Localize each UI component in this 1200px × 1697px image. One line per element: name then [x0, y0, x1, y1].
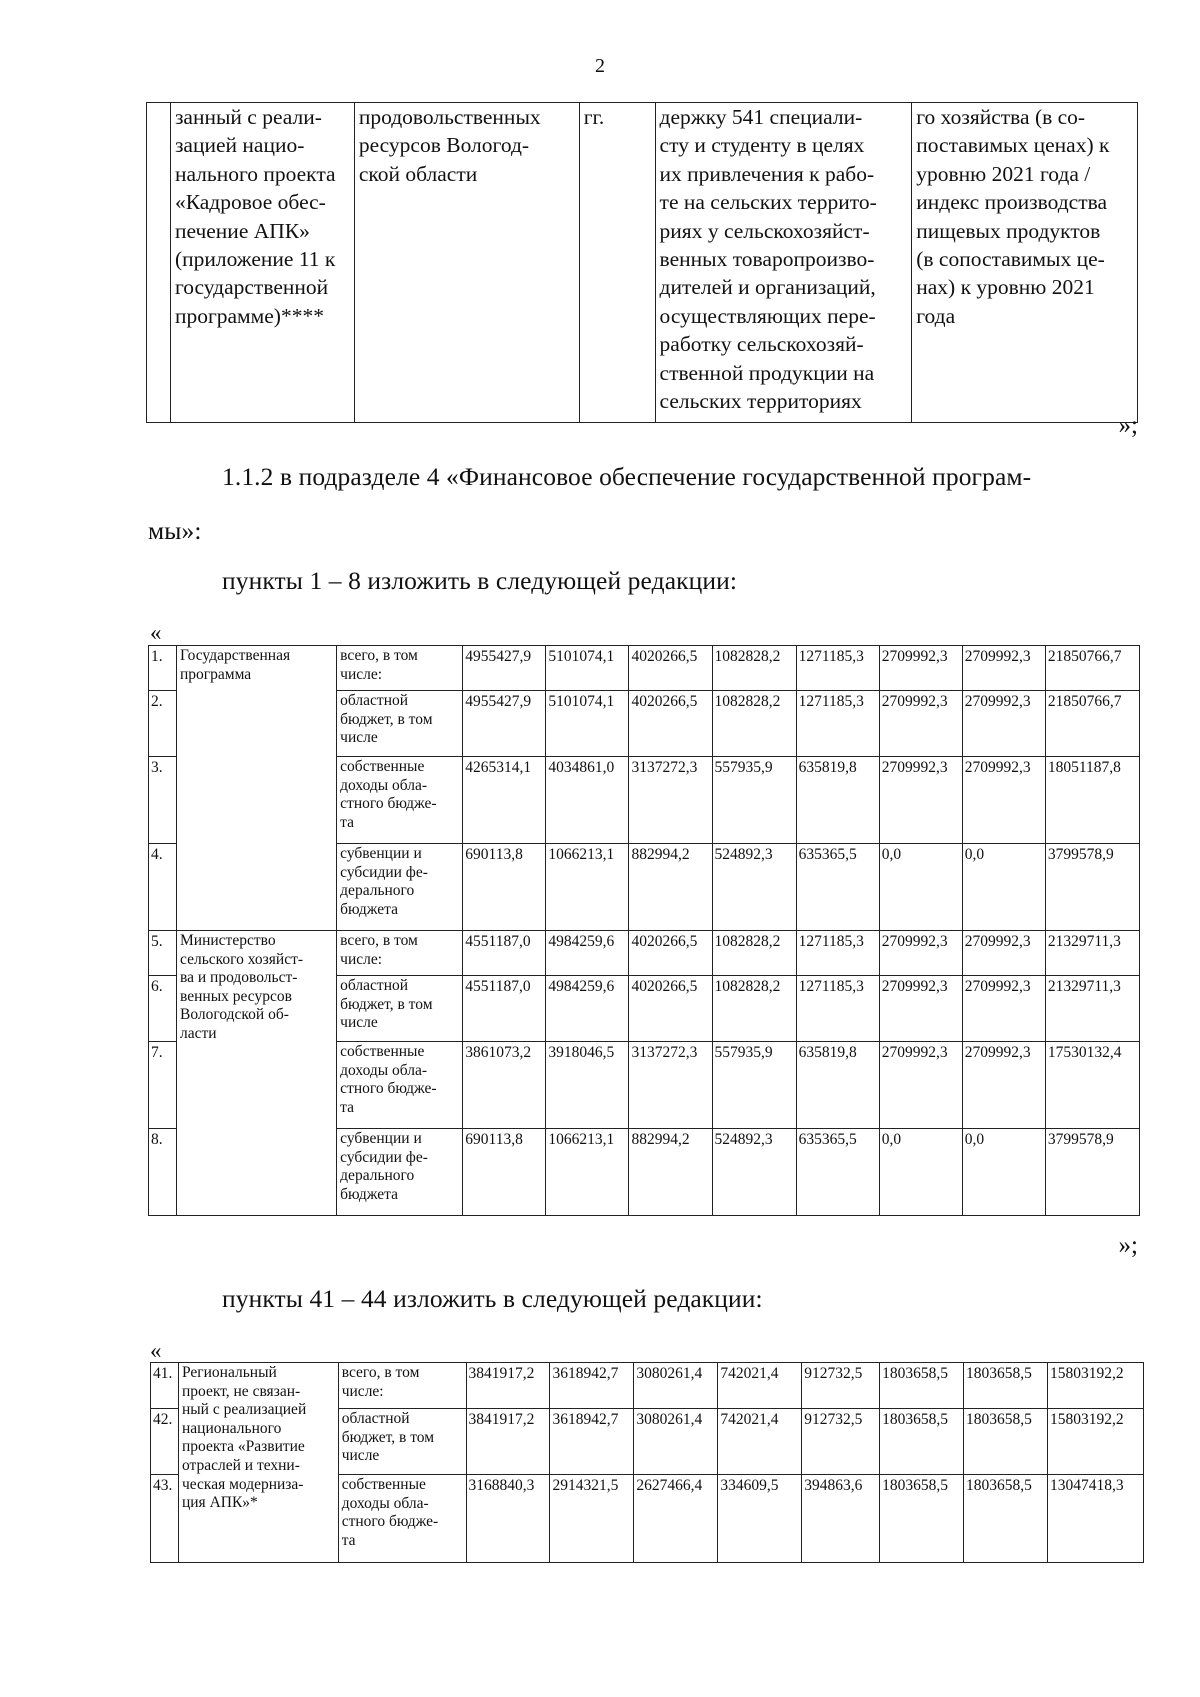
amount-cell: 0,0 — [879, 844, 962, 931]
amount-cell: 394863,6 — [802, 1475, 880, 1563]
amount-cell: 1803658,5 — [880, 1475, 964, 1563]
table-row — [147, 103, 1138, 423]
table-row — [151, 1363, 1144, 1409]
amount-cell: 2627466,4 — [634, 1475, 718, 1563]
funding-source-cell: всего, в том числе: — [338, 1363, 466, 1409]
amount-cell: 4020266,5 — [629, 691, 712, 757]
amount-cell: 4984259,6 — [546, 976, 629, 1042]
row-number-cell: 2. — [149, 691, 177, 757]
amount-cell: 4034861,0 — [546, 757, 629, 844]
amount-cell: 21329711,3 — [1045, 931, 1139, 976]
funding-source-cell: субвенции и субсидии фе- дерального бюджета — [337, 1129, 463, 1216]
paragraph-instruction-2: пункты 41 – 44 изложить в следующей редакции: — [222, 1284, 763, 1313]
amount-cell: 4984259,6 — [546, 931, 629, 976]
row-number-cell: 1. — [149, 646, 177, 691]
row-number-cell: 8. — [149, 1129, 177, 1216]
amount-cell: 3841917,2 — [466, 1363, 550, 1409]
amount-cell: 1082828,2 — [712, 931, 796, 976]
amount-cell: 635819,8 — [796, 1042, 879, 1129]
amount-cell: 912732,5 — [802, 1363, 880, 1409]
amount-cell: 3137272,3 — [629, 1042, 712, 1129]
amount-cell: 3861073,2 — [463, 1042, 546, 1129]
amount-cell: 524892,3 — [712, 844, 796, 931]
amount-cell: 15803192,2 — [1047, 1363, 1143, 1409]
table-cell: го хозяйства (в со- поставимых ценах) к уровню 2021 года / индекс производства пищевых продуктов (в сопоставимых це- нах) к уровню 2021 года — [912, 103, 1138, 423]
paragraph-heading-line-2: мы»: — [148, 516, 202, 545]
finance-table-items-1-8 — [148, 645, 1140, 1216]
amount-cell: 3080261,4 — [634, 1363, 718, 1409]
amount-cell: 334609,5 — [718, 1475, 802, 1563]
finance-table-items-41-44 — [150, 1362, 1144, 1563]
amount-cell: 690113,8 — [463, 1129, 546, 1216]
paragraph-heading-line-1: 1.1.2 в подразделе 4 «Финансовое обеспечение государственной програм- — [222, 462, 1032, 491]
amount-cell: 4020266,5 — [629, 976, 712, 1042]
amount-cell: 1066213,1 — [546, 844, 629, 931]
amount-cell: 635819,8 — [796, 757, 879, 844]
amount-cell: 0,0 — [962, 844, 1045, 931]
amount-cell: 2914321,5 — [550, 1475, 634, 1563]
amount-cell: 4551187,0 — [463, 976, 546, 1042]
row-number-cell: 41. — [151, 1363, 179, 1409]
amount-cell: 882994,2 — [629, 1129, 712, 1216]
funding-source-cell: собственные доходы обла- стного бюдже- та — [337, 1042, 463, 1129]
amount-cell: 742021,4 — [718, 1363, 802, 1409]
amount-cell: 1082828,2 — [712, 646, 796, 691]
table-cell: занный с реали- зацией нацио- нального проекта «Кадровое обес- печение АПК» (приложение 11 к государственной программе)**** — [170, 103, 354, 423]
amount-cell: 4955427,9 — [463, 646, 546, 691]
amount-cell: 1082828,2 — [712, 976, 796, 1042]
row-number-cell: 6. — [149, 976, 177, 1042]
responsible-executor-cell: Министерство сельского хозяйст- ва и продовольст- венных ресурсов Вологодской об- ласти — [177, 931, 337, 1216]
amount-cell: 3137272,3 — [629, 757, 712, 844]
amount-cell: 2709992,3 — [879, 931, 962, 976]
amount-cell: 1271185,3 — [796, 691, 879, 757]
amount-cell: 557935,9 — [712, 757, 796, 844]
opening-quote: « — [150, 620, 162, 645]
funding-source-cell: областной бюджет, в том числе — [337, 691, 463, 757]
amount-cell: 1271185,3 — [796, 646, 879, 691]
amount-cell: 1066213,1 — [546, 1129, 629, 1216]
amount-cell: 4551187,0 — [463, 931, 546, 976]
row-number-cell: 5. — [149, 931, 177, 976]
closing-quote: »; — [1118, 1232, 1138, 1259]
amount-cell: 3080261,4 — [634, 1409, 718, 1475]
amount-cell: 21850766,7 — [1045, 691, 1139, 757]
amount-cell: 21329711,3 — [1045, 976, 1139, 1042]
amount-cell: 0,0 — [879, 1129, 962, 1216]
amount-cell: 912732,5 — [802, 1409, 880, 1475]
amount-cell: 2709992,3 — [879, 646, 962, 691]
amount-cell: 2709992,3 — [879, 691, 962, 757]
amount-cell: 13047418,3 — [1047, 1475, 1143, 1563]
amount-cell: 635365,5 — [796, 844, 879, 931]
table-cell: гг. — [579, 103, 655, 423]
table-cell: продовольственных ресурсов Вологод- ской области — [354, 103, 579, 423]
amount-cell: 1803658,5 — [880, 1363, 964, 1409]
amount-cell: 2709992,3 — [962, 757, 1045, 844]
amount-cell: 3799578,9 — [1045, 844, 1139, 931]
opening-quote: « — [150, 1338, 162, 1363]
row-number-cell: 3. — [149, 757, 177, 844]
funding-source-cell: всего, в том числе: — [337, 646, 463, 691]
amount-cell: 2709992,3 — [962, 931, 1045, 976]
amount-cell: 18051187,8 — [1045, 757, 1139, 844]
amount-cell: 1803658,5 — [964, 1475, 1048, 1563]
amount-cell: 1803658,5 — [964, 1409, 1048, 1475]
responsible-executor-cell: Региональный проект, не связан- ный с реализацией национального проекта «Развитие отраслей и техни- ческая модерниза- ция АПК»* — [178, 1363, 338, 1563]
amount-cell: 15803192,2 — [1047, 1409, 1143, 1475]
amount-cell: 3618942,7 — [550, 1363, 634, 1409]
page-number: 2 — [595, 55, 605, 77]
amount-cell: 5101074,1 — [546, 691, 629, 757]
amount-cell: 1803658,5 — [964, 1363, 1048, 1409]
amount-cell: 3841917,2 — [466, 1409, 550, 1475]
amount-cell: 635365,5 — [796, 1129, 879, 1216]
row-number-cell: 7. — [149, 1042, 177, 1129]
amount-cell: 5101074,1 — [546, 646, 629, 691]
amount-cell: 4020266,5 — [629, 646, 712, 691]
amount-cell: 2709992,3 — [962, 1042, 1045, 1129]
amount-cell: 1082828,2 — [712, 691, 796, 757]
funding-source-cell: собственные доходы обла- стного бюдже- та — [337, 757, 463, 844]
amount-cell: 4955427,9 — [463, 691, 546, 757]
table-row — [149, 931, 1140, 976]
row-number-cell: 42. — [151, 1409, 179, 1475]
amount-cell: 4020266,5 — [629, 931, 712, 976]
table-cell: держку 541 специали- сту и студенту в целях их привлечения к рабо- те на сельских террито- риях у сельскохозяйст- венных товаропроизво- дителей и организаций, осуществляющих пере- работку сельскохозяй- ственной продукции на сельских территориях — [655, 103, 912, 423]
amount-cell: 3168840,3 — [466, 1475, 550, 1563]
row-number-cell: 43. — [151, 1475, 179, 1563]
funding-source-cell: всего, в том числе: — [337, 931, 463, 976]
paragraph-instruction-1: пункты 1 – 8 изложить в следующей редакции: — [222, 566, 738, 595]
amount-cell: 882994,2 — [629, 844, 712, 931]
amount-cell: 3799578,9 — [1045, 1129, 1139, 1216]
funding-source-cell: областной бюджет, в том числе — [337, 976, 463, 1042]
amount-cell: 2709992,3 — [879, 757, 962, 844]
amount-cell: 4265314,1 — [463, 757, 546, 844]
amount-cell: 3918046,5 — [546, 1042, 629, 1129]
amount-cell: 21850766,7 — [1045, 646, 1139, 691]
funding-source-cell: собственные доходы обла- стного бюдже- та — [338, 1475, 466, 1563]
amount-cell: 1271185,3 — [796, 931, 879, 976]
table-row — [149, 646, 1140, 691]
table-cell — [147, 103, 171, 423]
funding-source-cell: субвенции и субсидии фе- дерального бюджета — [337, 844, 463, 931]
amount-cell: 3618942,7 — [550, 1409, 634, 1475]
amount-cell: 2709992,3 — [962, 976, 1045, 1042]
amount-cell: 2709992,3 — [879, 1042, 962, 1129]
funding-source-cell: областной бюджет, в том числе — [338, 1409, 466, 1475]
row-number-cell: 4. — [149, 844, 177, 931]
amount-cell: 2709992,3 — [962, 691, 1045, 757]
amount-cell: 0,0 — [962, 1129, 1045, 1216]
amount-cell: 557935,9 — [712, 1042, 796, 1129]
amount-cell: 742021,4 — [718, 1409, 802, 1475]
amount-cell: 1803658,5 — [880, 1409, 964, 1475]
continuation-table — [146, 102, 1138, 423]
amount-cell: 1271185,3 — [796, 976, 879, 1042]
amount-cell: 524892,3 — [712, 1129, 796, 1216]
amount-cell: 2709992,3 — [962, 646, 1045, 691]
amount-cell: 17530132,4 — [1045, 1042, 1139, 1129]
responsible-executor-cell: Государственная программа — [177, 646, 337, 931]
amount-cell: 2709992,3 — [879, 976, 962, 1042]
amount-cell: 690113,8 — [463, 844, 546, 931]
closing-quote: »; — [1118, 412, 1138, 439]
